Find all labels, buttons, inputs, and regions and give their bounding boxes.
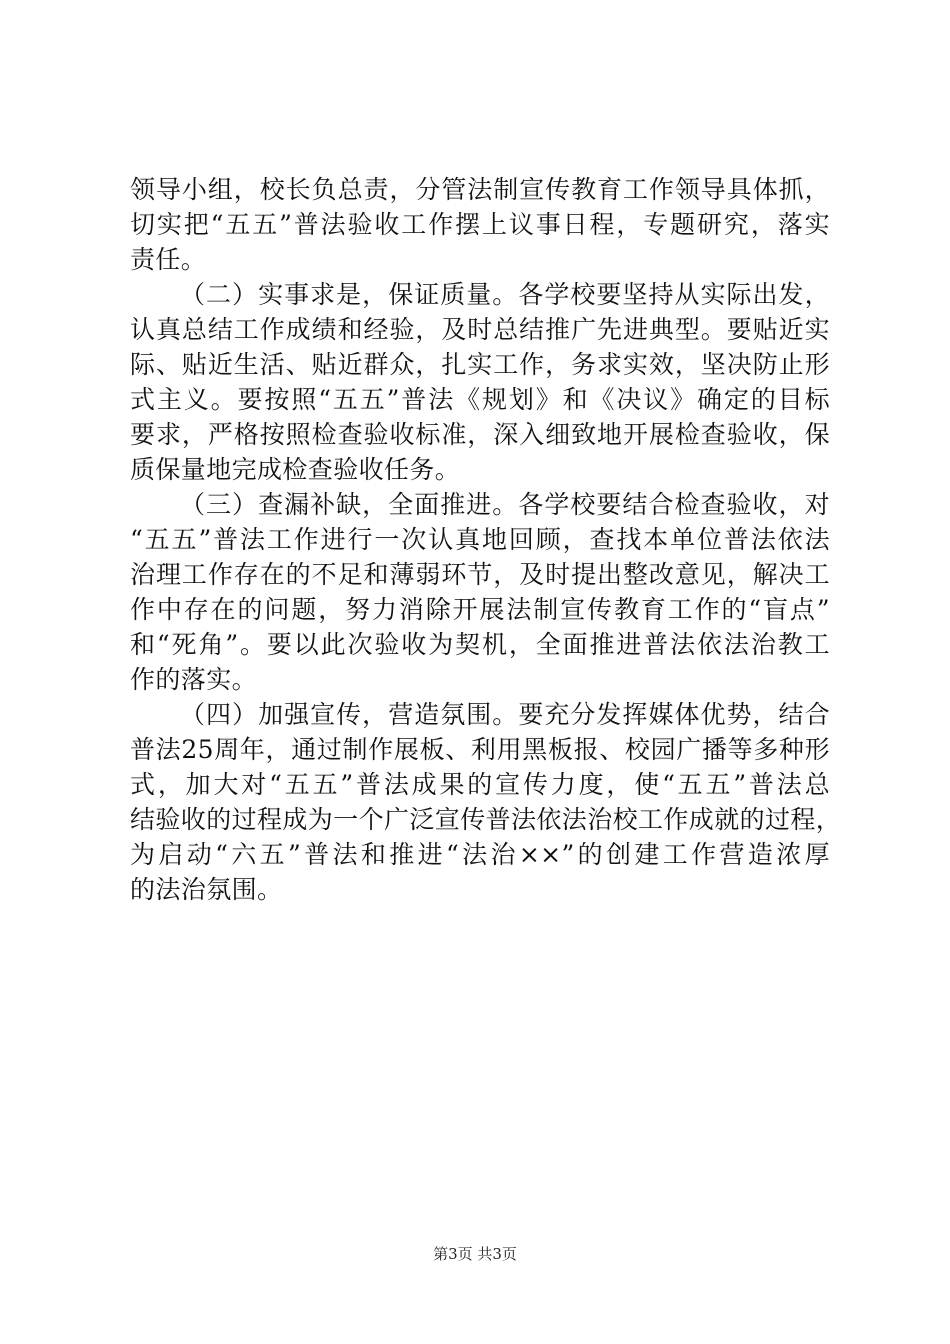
text-line: 的法治氛围。: [130, 875, 283, 904]
document-body: [130, 172, 842, 907]
text-line: 式主义。要按照“五五”普法《规划》和《决议》确定的目标: [130, 385, 830, 414]
paragraph-4-start: （四）加强宣传，营造氛围。要充分发挥媒体优势，结合: [180, 700, 830, 729]
text-line: 要求，严格按照检查验收标准，深入细致地开展检查验收，保: [130, 420, 830, 449]
text-line: 认真总结工作成绩和经验，及时总结推广先进典型。要贴近实: [130, 315, 830, 344]
text-line: 为启动“六五”普法和推进“法治××”的创建工作营造浓厚: [130, 840, 830, 869]
text-line: 式，加大对“五五”普法成果的宣传力度，使“五五”普法总: [130, 770, 830, 799]
text-line: 和“死角”。要以此次验收为契机，全面推进普法依法治教工: [130, 630, 830, 659]
text-line: 责任。: [130, 245, 207, 274]
text-line: 际、贴近生活、贴近群众，扎实工作，务求实效，坚决防止形: [130, 350, 830, 379]
text-line: 作的落实。: [130, 665, 258, 694]
paragraph-3-start: （三）查漏补缺，全面推进。各学校要结合检查验收，对: [180, 490, 830, 519]
text-line: “五五”普法工作进行一次认真地回顾，查找本单位普法依法: [130, 525, 830, 554]
text-line: 作中存在的问题，努力消除开展法制宣传教育工作的“盲点”: [130, 595, 830, 624]
text-line: 结验收的过程成为一个广泛宣传普法依法治校工作成就的过程，: [130, 805, 842, 834]
text-line: 切实把“五五”普法验收工作摆上议事日程，专题研究，落实: [130, 210, 830, 239]
text-line: 普法25周年，通过制作展板、利用黑板报、校园广播等多种形: [130, 735, 830, 764]
paragraph-2-start: （二）实事求是，保证质量。各学校要坚持从实际出发，: [180, 280, 830, 309]
page-number-footer: 第3页 共3页: [433, 1245, 517, 1263]
text-line: 质保量地完成检查验收任务。: [130, 455, 461, 484]
text-line: 治理工作存在的不足和薄弱环节，及时提出整改意见，解决工: [130, 560, 830, 589]
text-line: 领导小组，校长负总责，分管法制宣传教育工作领导具体抓，: [130, 175, 830, 204]
